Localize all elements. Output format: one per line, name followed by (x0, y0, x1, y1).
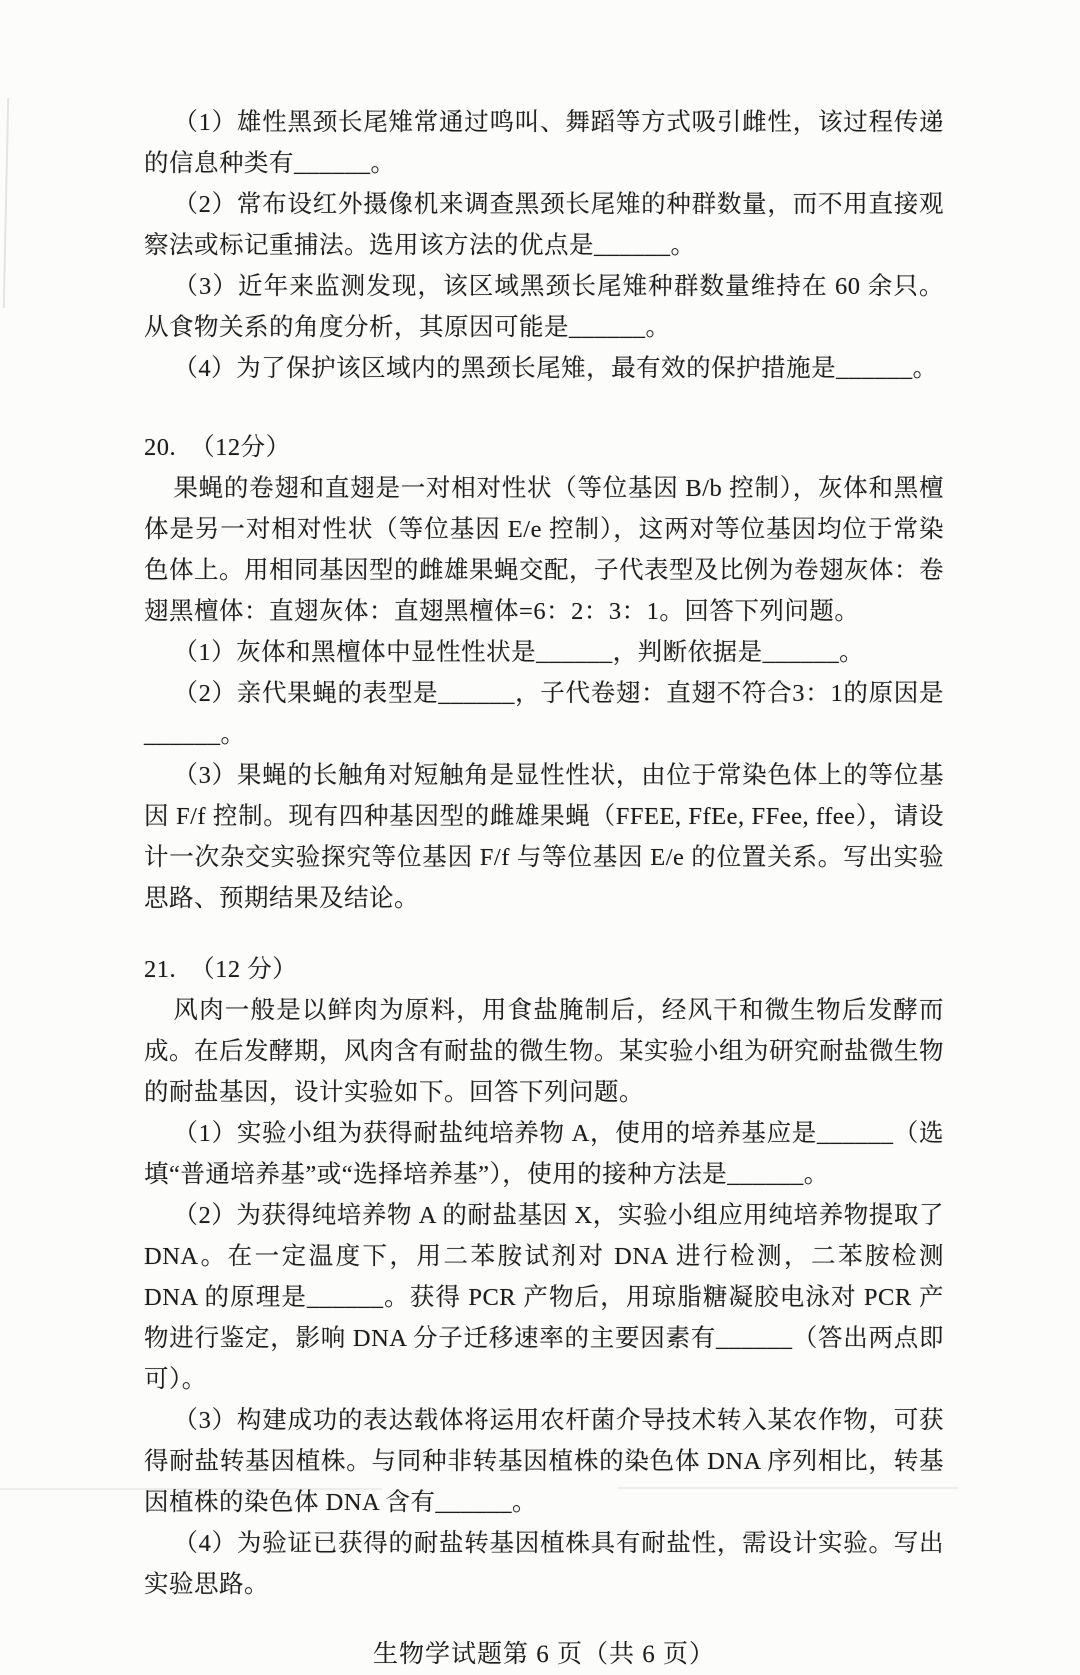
question-20 (144, 427, 944, 919)
q21-item-1: （1）实验小组为获得耐盐纯培养物 A，使用的培养基应是______（选填“普通培养基”或“选择培养基”），使用的接种方法是______。 (144, 1120, 944, 1188)
q21-score: （12 分） (190, 956, 298, 983)
question-21 (144, 949, 944, 1605)
q20-stem: 果蝇的卷翅和直翅是一对相对性状（等位基因 B/b 控制），灰体和黑檀体是另一对相对性状（等位基因 E/e 控制），这两对等位基因均位于常染色体上。用相同基因型的雌雄果蝇交配，子代表型及比例为卷翅灰体：卷翅黑檀体：直翅灰体：直翅黑檀体=6：2：3：1。回答下列问题。 (144, 475, 944, 625)
q20-header (144, 427, 944, 468)
q21-item-3: （3）构建成功的表达载体将运用农杆菌介导技术转入某农作物，可获得耐盐转基因植株。与同种非转基因植株的染色体 DNA 序列相比，转基因植株的染色体 DNA 含有______。 (144, 1407, 944, 1516)
q20-item-1: （1）灰体和黑檀体中显性性状是______，判断依据是______。 (173, 639, 865, 666)
q21-item-2: （2）为获得纯培养物 A 的耐盐基因 X，实验小组应用纯培养物提取了 DNA。在一定温度下，用二苯胺试剂对 DNA 进行检测，二苯胺检测 DNA 的原理是______。获得 PCR 产物后，用琼脂糖凝胶电泳对 PCR 产物进行鉴定，影响 DNA 分子迁移速率的主要因素有______（答出两点即可）。 (144, 1202, 944, 1393)
q20-number: 20. (144, 434, 177, 461)
question-19-continued (144, 102, 944, 389)
q21-header (144, 949, 944, 990)
q20-item-3: （3）果蝇的长触角对短触角是显性性状，由位于常染色体上的等位基因 F/f 控制。现有四种基因型的雌雄果蝇（FFEE, FfEe, FFee, ffee），请设计一次杂交实验探究等位基因 F/f 与等位基因 E/e 的位置关系。写出实验思路、预期结果及结论。 (144, 762, 944, 912)
q21-stem: 风肉一般是以鲜肉为原料，用食盐腌制后，经风干和微生物后发酵而成。在后发酵期，风肉含有耐盐的微生物。某实验小组为研究耐盐微生物的耐盐基因，设计实验如下。回答下列问题。 (144, 997, 944, 1106)
q21-number: 21. (144, 956, 177, 983)
q19-item-4: （4）为了保护该区域内的黑颈长尾雉，最有效的保护措施是______。 (173, 355, 938, 382)
page-footer: 生物学试题第 6 页（共 6 页） (372, 1641, 715, 1668)
q21-item-4: （4）为验证已获得的耐盐转基因植株具有耐盐性，需设计实验。写出实验思路。 (144, 1530, 944, 1598)
q19-item-1: （1）雄性黑颈长尾雉常通过鸣叫、舞蹈等方式吸引雌性，该过程传递的信息种类有______。 (144, 109, 944, 177)
q19-item-3: （3）近年来监测发现，该区域黑颈长尾雉种群数量维持在 60 余只。从食物关系的角度分析，其原因可能是______。 (144, 273, 944, 341)
q20-score: （12分） (190, 434, 291, 461)
q20-item-2: （2）亲代果蝇的表型是______，子代卷翅：直翅不符合3：1的原因是______。 (144, 680, 944, 748)
q19-item-2: （2）常布设红外摄像机来调查黑颈长尾雉的种群数量，而不用直接观察法或标记重捕法。选用该方法的优点是______。 (144, 191, 944, 259)
